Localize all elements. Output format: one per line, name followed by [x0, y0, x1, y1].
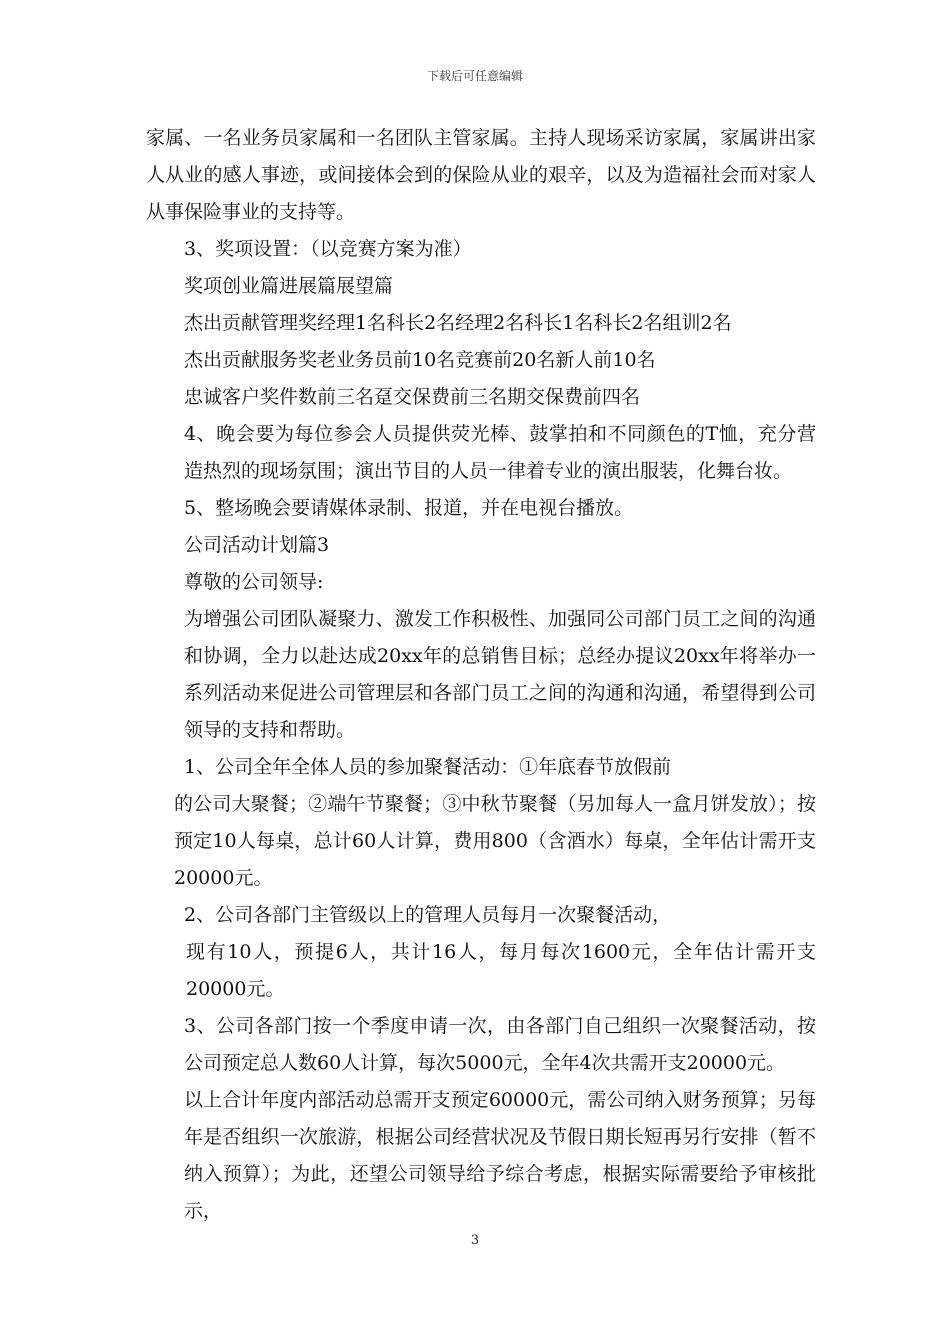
- paragraph-item-1-heading: 1、公司全年全体人员的参加聚餐活动：①年底春节放假前: [184, 756, 672, 778]
- paragraph-award-categories: 奖项创业篇进展篇展望篇: [184, 275, 394, 297]
- paragraph-management-award: 杰出贡献管理奖经理1名科长2名经理2名科长1名科长2名组训2名: [184, 312, 732, 334]
- paragraph-item-3: 3、公司各部门按一个季度申请一次，由各部门自己组织一次聚餐活动，按公司预定总人数60人计算，每次5000元，全年4次共需开支20000元。: [184, 1015, 816, 1074]
- paragraph-item-2-detail: 现有10人，预提6人，共计16人，每月每次1600元，全年估计需开支20000元。: [186, 941, 816, 1000]
- paragraph-award-settings: 3、奖项设置：（以竞赛方案为准）: [184, 238, 472, 260]
- paragraph-proposal-intro: 为增强公司团队凝聚力、激发工作积极性、加强同公司部门员工之间的沟通和协调，全力以赴达成20xx年的总销售目标；总经办提议20xx年将举办一系列活动来促进公司管理层和各部门员工之间的沟通和沟通，希望得到公司领导的支持和帮助。: [184, 608, 816, 741]
- page-header: 下载后可任意编辑: [426, 69, 523, 83]
- paragraph-service-award: 杰出贡献服务奖老业务员前10名竞赛前20名新人前10名: [184, 349, 656, 371]
- paragraph-item-2-heading: 2、公司各部门主管级以上的管理人员每月一次聚餐活动，: [184, 904, 672, 926]
- paragraph-item-1-detail: 的公司大聚餐；②端午节聚餐；③中秋节聚餐（另加每人一盒月饼发放）；按预定10人每桌，总计60人计算，费用800（含酒水）每桌，全年估计需开支20000元。: [174, 793, 816, 889]
- paragraph-loyal-customer-award: 忠诚客户奖件数前三名趸交保费前三名期交保费前四名: [184, 386, 641, 408]
- paragraph-gala-props: 4、晚会要为每位参会人员提供荧光棒、鼓掌拍和不同颜色的T恤，充分营造热烈的现场氛围；演出节目的人员一律着专业的演出服装，化舞台妆。: [184, 423, 816, 482]
- letter-salutation: 尊敬的公司领导:: [184, 571, 324, 593]
- document-body: [146, 120, 816, 1230]
- section-title-plan-3: 公司活动计划篇3: [184, 534, 330, 556]
- paragraph-budget-summary: 以上合计年度内部活动总需开支预定60000元，需公司纳入财务预算；另每年是否组织一次旅游，根据公司经营状况及节假日期长短再另行安排（暂不纳入预算）；为此，还望公司领导给予综合考虑，根据实际需要给予审核批示，: [184, 1089, 816, 1222]
- page-number: 3: [470, 1233, 480, 1248]
- paragraph-media-coverage: 5、整场晚会要请媒体录制、报道，并在电视台播放。: [184, 497, 634, 519]
- paragraph-family-interview: 家属、一名业务员家属和一名团队主管家属。主持人现场采访家属，家属讲出家人从业的感人事迹，或间接体会到的保险从业的艰辛，以及为造福社会而对家人从事保险事业的支持等。: [146, 127, 816, 223]
